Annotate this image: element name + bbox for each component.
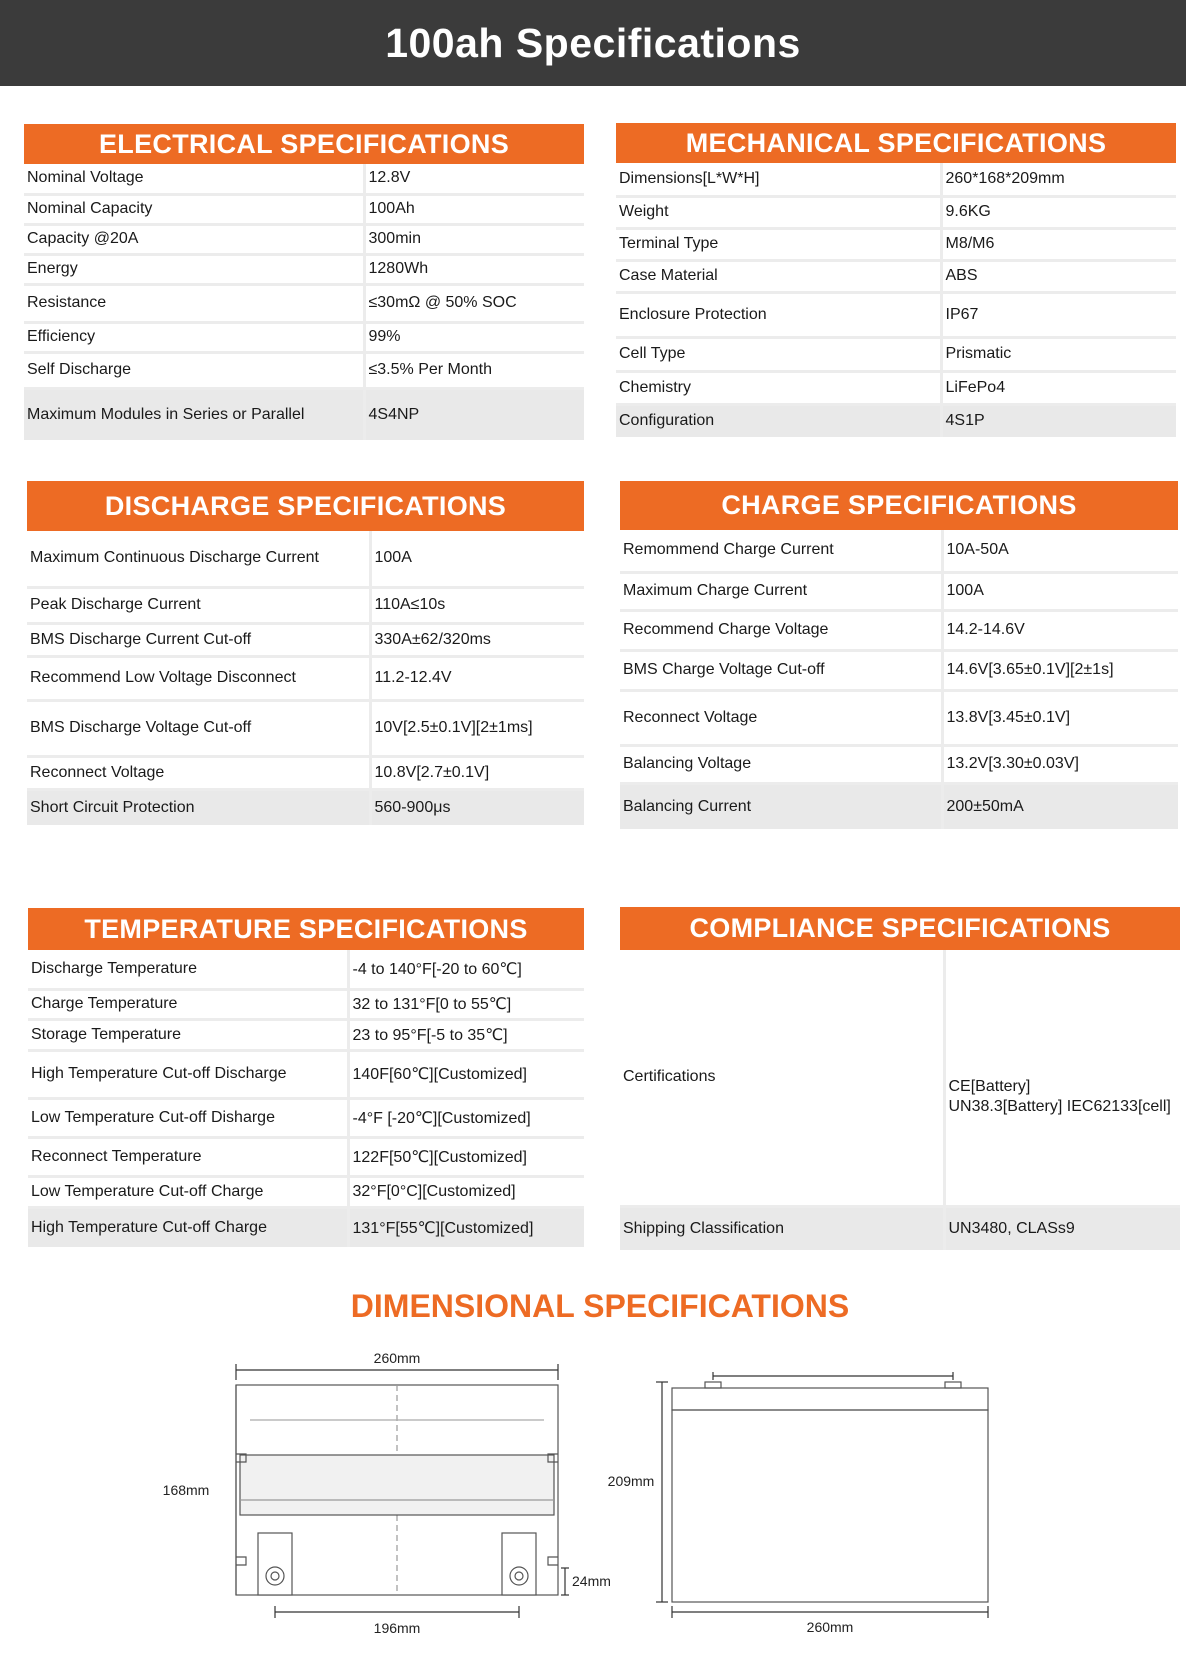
row-label: Terminal Type [616,228,941,260]
table-row [24,388,584,440]
table-row [620,572,1178,610]
row-value: 560-900μs [370,789,584,825]
row-value: 330A±62/320ms [370,623,584,656]
table-row [28,950,584,989]
table-row [616,404,1176,437]
row-label: Balancing Current [620,783,942,829]
row-value: 100A [942,572,1178,610]
mechanical-title: MECHANICAL SPECIFICATIONS [616,123,1176,163]
row-value: ABS [941,260,1176,292]
table-row [616,260,1176,292]
certifications-line-1: CE[Battery] [948,1078,1031,1096]
row-value: 14.2-14.6V [942,610,1178,650]
row-label: Storage Temperature [28,1019,348,1050]
table-row [27,531,584,587]
row-value: 131°F[55℃][Customized] [348,1207,584,1247]
row-value: 260*168*209mm [941,163,1176,196]
row-label: Recommend Low Voltage Disconnect [27,656,370,700]
row-value: 1280Wh [364,254,584,284]
row-value: 122F[50℃][Customized] [348,1137,584,1176]
table-row [616,337,1176,371]
mechanical-table [616,163,1176,437]
table-row [28,1019,584,1050]
row-value: 32°F[0°C][Customized] [348,1176,584,1207]
row-value: 300min [364,224,584,254]
shipping-value: UN3480, CLASs9 [944,1206,1180,1250]
table-row [620,950,1180,1206]
row-value: ≤3.5% Per Month [364,352,584,388]
table-row [620,745,1178,783]
row-value: 10V[2.5±0.1V][2±1ms] [370,700,584,756]
table-row [620,650,1178,690]
table-row [27,587,584,623]
table-row [28,989,584,1019]
row-value: 99% [364,322,584,352]
row-label: Maximum Continuous Discharge Current [27,531,370,587]
row-label: Resistance [24,284,364,322]
row-label: Configuration [616,404,941,437]
table-row [616,371,1176,404]
row-value: 200±50mA [942,783,1178,829]
table-row [24,254,584,284]
row-value: 140F[60℃][Customized] [348,1050,584,1098]
charge-section [620,481,1178,829]
side-height-label: 209mm [607,1473,655,1489]
temperature-table [28,950,584,1247]
table-row [620,610,1178,650]
discharge-title: DISCHARGE SPECIFICATIONS [27,481,584,531]
row-label: Energy [24,254,364,284]
row-label: Efficiency [24,322,364,352]
table-row [28,1098,584,1137]
row-label: Nominal Capacity [24,194,364,224]
table-row [620,1206,1180,1250]
row-value: 9.6KG [941,196,1176,228]
row-value: 100Ah [364,194,584,224]
table-row [27,623,584,656]
page-title: 100ah Specifications [0,0,1186,86]
table-row [28,1207,584,1247]
table-row [27,700,584,756]
row-label: BMS Discharge Voltage Cut-off [27,700,370,756]
table-row [24,224,584,254]
top-depth-label: 168mm [162,1482,210,1498]
row-value: 14.6V[3.65±0.1V][2±1s] [942,650,1178,690]
row-value: 11.2-12.4V [370,656,584,700]
row-label: Reconnect Temperature [28,1137,348,1176]
row-label: Case Material [616,260,941,292]
terminal-spacing-label: 196mm [373,1620,421,1636]
table-row [27,789,584,825]
table-row [24,164,584,194]
table-row [24,284,584,322]
row-label: Dimensions[L*W*H] [616,163,941,196]
row-value: 4S4NP [364,388,584,440]
row-value: 100A [370,531,584,587]
row-label: BMS Charge Voltage Cut-off [620,650,942,690]
row-label: BMS Discharge Current Cut-off [27,623,370,656]
row-label: Charge Temperature [28,989,348,1019]
table-row [616,163,1176,196]
row-value: 23 to 95°F[-5 to 35℃] [348,1019,584,1050]
side-view-drawing [600,1360,1020,1640]
row-label: Maximum Charge Current [620,572,942,610]
row-label: Chemistry [616,371,941,404]
side-width-label: 260mm [806,1619,854,1635]
row-label: Short Circuit Protection [27,789,370,825]
row-label: Enclosure Protection [616,292,941,337]
row-label: Reconnect Voltage [27,756,370,789]
top-view-drawing [140,1350,611,1640]
temperature-title: TEMPERATURE SPECIFICATIONS [28,908,584,950]
row-value: IP67 [941,292,1176,337]
electrical-title: ELECTRICAL SPECIFICATIONS [24,124,584,164]
table-row [24,194,584,224]
table-row [27,756,584,789]
table-row [616,292,1176,337]
row-label: Discharge Temperature [28,950,348,989]
row-value: 13.2V[3.30±0.03V] [942,745,1178,783]
table-row [24,352,584,388]
row-value: LiFePo4 [941,371,1176,404]
row-value: 13.8V[3.45±0.1V] [942,690,1178,745]
dimensional-title: DIMENSIONAL SPECIFICATIONS [350,1288,850,1324]
row-label: Remommend Charge Current [620,530,942,572]
certifications-label: Certifications [620,950,944,1206]
row-label: Nominal Voltage [24,164,364,194]
row-label: Low Temperature Cut-off Charge [28,1176,348,1207]
row-label: Capacity @20A [24,224,364,254]
row-label: Recommend Charge Voltage [620,610,942,650]
table-row [616,196,1176,228]
mechanical-section [616,123,1176,437]
compliance-table [620,950,1180,1250]
row-value: 32 to 131°F[0 to 55℃] [348,989,584,1019]
row-label: Reconnect Voltage [620,690,942,745]
row-label: High Temperature Cut-off Discharge [28,1050,348,1098]
table-row [27,656,584,700]
row-label: Peak Discharge Current [27,587,370,623]
table-row [28,1176,584,1207]
row-value: Prismatic [941,337,1176,371]
row-label: Maximum Modules in Series or Parallel [24,388,364,440]
table-row [28,1050,584,1098]
row-value: ≤30mΩ @ 50% SOC [364,284,584,322]
table-row [620,783,1178,829]
shipping-label: Shipping Classification [620,1206,944,1250]
row-label: Balancing Voltage [620,745,942,783]
row-value: 4S1P [941,404,1176,437]
table-row [616,228,1176,260]
discharge-table [27,531,584,825]
row-value: -4°F [-20℃][Customized] [348,1098,584,1137]
terminal-offset-label: 24mm [572,1573,611,1589]
compliance-title: COMPLIANCE SPECIFICATIONS [620,907,1180,950]
row-value: 10.8V[2.7±0.1V] [370,756,584,789]
row-value: M8/M6 [941,228,1176,260]
compliance-section [620,907,1180,1250]
electrical-table [24,164,584,440]
discharge-section [27,481,584,825]
row-value: 110A≤10s [370,587,584,623]
row-label: Low Temperature Cut-off Disharge [28,1098,348,1137]
row-value: 12.8V [364,164,584,194]
top-width-label: 260mm [373,1350,421,1366]
table-row [24,322,584,352]
electrical-section [24,124,584,440]
row-label: Self Discharge [24,352,364,388]
charge-title: CHARGE SPECIFICATIONS [620,481,1178,530]
table-row [28,1137,584,1176]
row-value: 10A-50A [942,530,1178,572]
charge-table [620,530,1178,829]
row-label: Weight [616,196,941,228]
row-label: Cell Type [616,337,941,371]
certifications-line-2: UN38.3[Battery] IEC62133[cell] [948,1098,1171,1116]
table-row [620,530,1178,572]
temperature-section [28,908,584,1247]
row-label: High Temperature Cut-off Charge [28,1207,348,1247]
table-row [620,690,1178,745]
certifications-value [944,950,1180,1206]
row-value: -4 to 140°F[-20 to 60℃] [348,950,584,989]
